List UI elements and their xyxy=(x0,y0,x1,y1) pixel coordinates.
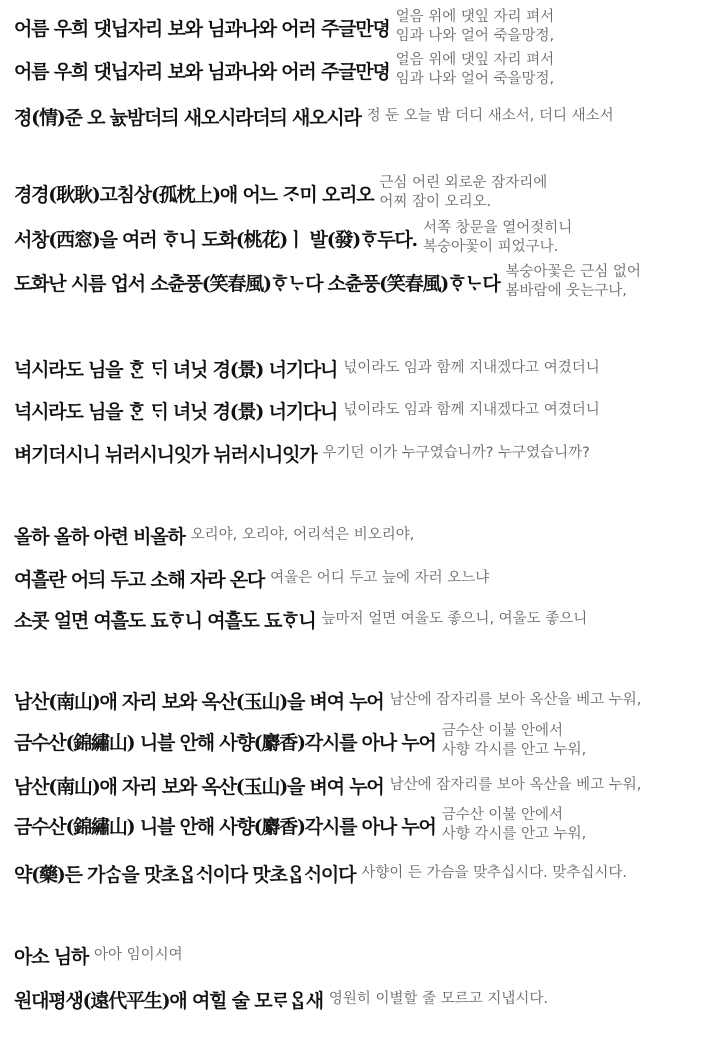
verse-translation xyxy=(191,526,415,545)
translation-line: 어찌 잠이 오리오. xyxy=(379,194,492,210)
translation-line: 복숭아꽃이 피었구나. xyxy=(422,239,559,255)
verse-line xyxy=(14,10,714,44)
verse-translation xyxy=(343,401,600,420)
translation-line: 사향이 든 가슴을 맞추십시다. 맞추십시다. xyxy=(361,864,628,881)
verse-line xyxy=(14,771,714,799)
translation-line: 근심 어린 외로운 잠자리에 xyxy=(379,175,548,191)
translation-line: 넋이라도 임과 함께 지내겠다고 여겼더니 xyxy=(343,401,600,418)
verse-translation xyxy=(329,990,548,1009)
verse-translation xyxy=(379,174,547,212)
verse-line xyxy=(14,564,714,592)
verse-original: 남산(南山)애 자리 보와 옥산(玉山)을 벼여 누어 xyxy=(14,775,384,798)
verse-original: 금수산(錦繡山) 니블 안해 사향(麝香)각시를 아나 누어 xyxy=(14,815,436,838)
translation-line: 봄바람에 웃는구나, xyxy=(505,283,627,299)
verse-translation xyxy=(367,107,614,126)
verse-original: 경경(耿耿)고침상(孤枕上)애 어느 ᄌᆞ미 오리오 xyxy=(14,183,374,206)
verse-line xyxy=(14,521,714,549)
verse-original: 졍(情)준 오 늀밤더듸 새오시라더듸 새오시라 xyxy=(14,106,361,129)
verse-translation xyxy=(442,722,587,760)
translation-line: 넋이라도 임과 함께 지내겠다고 여겼더니 xyxy=(343,359,600,376)
translation-line: 복숭아꽃은 근심 없어 xyxy=(505,264,641,280)
verse-translation xyxy=(390,776,642,795)
translation-line: 사향 각시를 안고 누워, xyxy=(441,742,587,758)
verse-original: 서창(西窓)을 여러 ᄒᆞ니 도화(桃花)ㅣ 발(發)ᄒᆞ두다. xyxy=(14,228,417,251)
verse-translation xyxy=(396,8,555,46)
verse-original: 남산(南山)애 자리 보와 옥산(玉山)을 벼여 누어 xyxy=(14,690,384,713)
translation-line: 임과 나와 얼어 죽을망정, xyxy=(395,28,555,44)
verse-original: 어름 우희 댓닙자리 보와 님과나와 어러 주글만뎡 xyxy=(14,60,390,83)
verse-line xyxy=(14,354,714,382)
verse-translation xyxy=(94,946,183,965)
verse-original: 어름 우희 댓닙자리 보와 님과나와 어러 주글만뎡 xyxy=(14,17,390,40)
translation-line: 임과 나와 얼어 죽을망정, xyxy=(395,71,555,87)
verse-translation xyxy=(343,359,600,378)
translation-line: 사향 각시를 안고 누워, xyxy=(441,826,587,842)
verse-line xyxy=(14,53,714,87)
translation-line: 늪마저 얼면 여울도 좋으니, 여울도 좋으니 xyxy=(321,610,588,627)
translation-line: 남산에 잠자리를 보아 옥산을 베고 누워, xyxy=(389,776,642,793)
translation-line: 정 둔 오늘 밤 더디 새소서, 더디 새소서 xyxy=(366,107,614,124)
verse-original: 소콧 얼면 여흘도 됴ᄒᆞ니 여흘도 됴ᄒᆞ니 xyxy=(14,609,316,632)
translation-line: 우기던 이가 누구였습니까? 누구였습니까? xyxy=(322,444,590,461)
translation-line: 금수산 이불 안에서 xyxy=(441,723,563,739)
verse-translation xyxy=(390,691,642,710)
translation-line: 남산에 잠자리를 보아 옥산을 베고 누워, xyxy=(389,691,642,708)
verse-original: 원대평생(遠代平生)애 여힐 술 모ᄅᆞᄋᆞᆸ새 xyxy=(14,989,323,1012)
verse-original: 도화난 시름 업서 소츈풍(笑春風)ᄒᆞᄂᆞ다 소츈풍(笑春風)ᄒᆞᄂᆞ다 xyxy=(14,272,500,295)
verse-line xyxy=(14,605,714,633)
verse-translation xyxy=(361,864,627,883)
verse-translation xyxy=(442,806,587,844)
verse-original: 여흘란 어듸 두고 소해 자라 온다 xyxy=(14,568,265,591)
verse-line xyxy=(14,985,714,1013)
verse-translation xyxy=(270,569,489,588)
translation-line: 서쪽 창문을 열어젖히니 xyxy=(422,220,573,236)
verse-translation xyxy=(396,51,555,89)
verse-line xyxy=(14,806,714,844)
verse-original: 아소 님하 xyxy=(14,945,89,968)
translation-line: 오리야, 오리야, 어리석은 비오리야, xyxy=(190,526,415,543)
verse-original: 넉시라도 님을 ᄒᆞᆫ ᄃᆡ 녀닛 경(景) 너기다니 xyxy=(14,400,338,423)
verse-line xyxy=(14,102,714,130)
verse-line xyxy=(14,859,714,887)
translation-line: 얼음 위에 댓잎 자리 펴서 xyxy=(395,9,555,25)
verse-translation xyxy=(322,444,589,463)
verse-original: 금수산(錦繡山) 니블 안해 사향(麝香)각시를 아나 누어 xyxy=(14,731,436,754)
verse-translation xyxy=(423,219,572,257)
translation-line: 얼음 위에 댓잎 자리 펴서 xyxy=(395,52,555,68)
verse-line xyxy=(14,686,714,714)
verse-original: 올하 올하 아련 비올하 xyxy=(14,525,185,548)
verse-line xyxy=(14,722,714,760)
verse-original: 넉시라도 님을 ᄒᆞᆫ ᄃᆡ 녀닛 경(景) 너기다니 xyxy=(14,358,338,381)
verse-line xyxy=(14,219,714,257)
verse-translation xyxy=(322,610,588,629)
verse-line xyxy=(14,263,714,301)
translation-line: 금수산 이불 안에서 xyxy=(441,807,563,823)
translation-line: 영원히 이별할 줄 모르고 지냅시다. xyxy=(328,990,549,1007)
verse-original: 벼기더시니 뉘러시니잇가 뉘러시니잇가 xyxy=(14,443,317,466)
translation-line: 아아 임이시여 xyxy=(94,946,183,963)
verse-translation xyxy=(506,263,641,301)
verse-original: 약(藥)든 가ᄉᆞᆷ을 맛초ᄋᆞᆸᄉᆡ이다 맛초ᄋᆞᆸᄉᆡ이다 xyxy=(14,863,356,886)
verse-line xyxy=(14,396,714,424)
verse-line xyxy=(14,439,714,467)
verse-line xyxy=(14,941,714,969)
verse-line xyxy=(14,174,714,212)
translation-line: 여울은 어디 두고 늪에 자러 오느냐 xyxy=(270,569,490,586)
